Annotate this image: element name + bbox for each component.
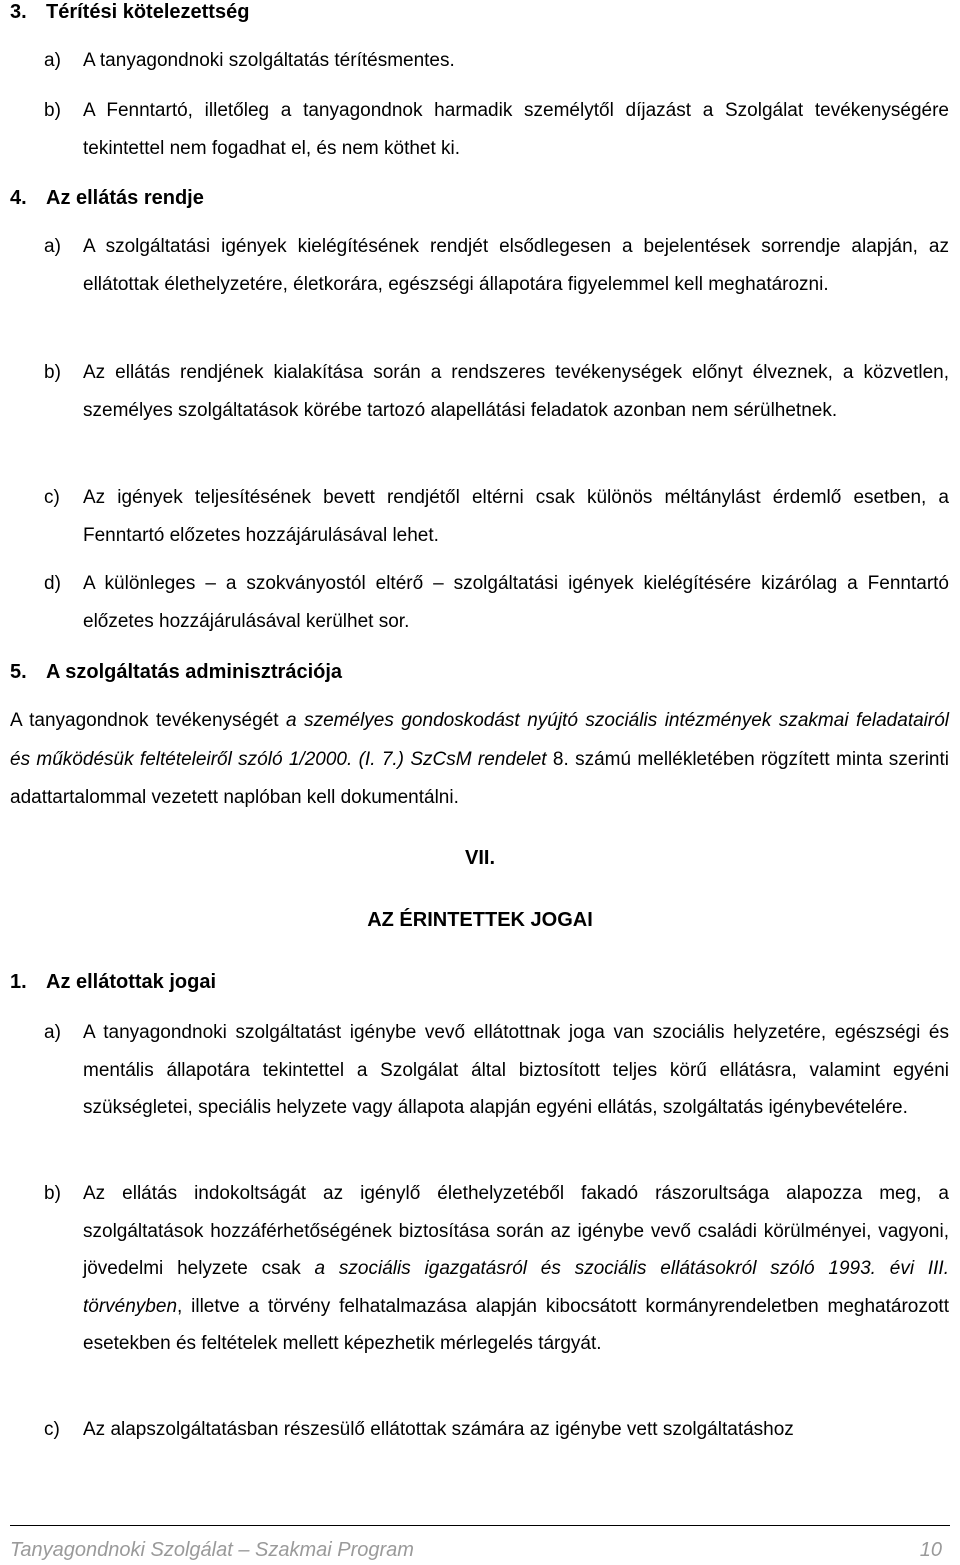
- item-text: , illetve a törvény felhatalmazása alapján kibocsátott kormányrendeletben meghatározott esetekben és feltételek mellett képezhetik mérlegelés tárgyát.: [83, 1295, 949, 1354]
- list-item: [44, 228, 949, 303]
- list-marker: a): [44, 236, 61, 257]
- list-item: [44, 479, 949, 554]
- section-5-heading: [10, 660, 342, 684]
- legal-reference: a személyes gondoskodást nyújtó szociális intézmények szakmai feladatairól és működésük feltételeiről szóló 1/2000. (I. 7.) SzCsM rendelet: [10, 710, 949, 770]
- legal-reference: a szociális igazgatásról és szociális ellátásokról szóló 1993. évi III. törvényben: [83, 1258, 949, 1317]
- paragraph-text: 8. számú mellékletében rögzített minta szerinti adattartalommal vezetett naplóban kell dokumentálni.: [10, 748, 949, 808]
- section-number: 4.: [10, 187, 27, 209]
- list-item: [44, 565, 949, 640]
- footer-divider: [10, 1525, 950, 1526]
- list-item-text: Az ellátás rendjének kialakítása során a rendszeres tevékenységek előnyt élveznek, a közvetlen, személyes szolgáltatások körébe tartozó alapellátási feladatok azonban nem sérülhetnek.: [83, 362, 949, 421]
- list-item-text: Az alapszolgáltatásban részesülő ellátottak számára az igénybe vett szolgáltatáshoz: [83, 1419, 794, 1440]
- list-item-text: A szolgáltatási igények kielégítésének rendjét elsődlegesen a bejelentések sorrendje alapján, az ellátottak élethelyzetére, életkorára, egészségi állapotára figyelemmel kell meghatározni.: [83, 236, 949, 295]
- list-marker: d): [44, 573, 61, 594]
- list-item-text: A tanyagondnoki szolgáltatás térítésmentes.: [83, 50, 455, 71]
- section-title: Az ellátás rendje: [46, 187, 204, 209]
- list-item-text: Az igények teljesítésének bevett rendjétől eltérni csak különös méltánylást érdemlő esetben, a Fenntartó előzetes hozzájárulásával lehet.: [83, 487, 949, 546]
- section-number: 5.: [10, 661, 27, 683]
- list-marker: b): [44, 362, 61, 383]
- section-title: A szolgáltatás adminisztrációja: [46, 661, 343, 683]
- section-1-heading: [10, 970, 216, 994]
- section-4-heading: [10, 186, 204, 210]
- list-item: [44, 42, 949, 80]
- list-marker: c): [44, 1419, 60, 1440]
- list-marker: c): [44, 487, 60, 508]
- list-item-text: [83, 1175, 949, 1363]
- paragraph: [10, 702, 949, 818]
- list-item-text: A Fenntartó, illetőleg a tanyagondnok harmadik személytől díjazást a Szolgálat tevékenységére tekintettel nem fogadhat el, és nem köthet ki.: [83, 100, 949, 159]
- list-item: [44, 354, 949, 429]
- section-3-heading: [10, 0, 249, 24]
- footer-title: Tanyagondnoki Szolgálat – Szakmai Program: [10, 1539, 414, 1561]
- list-item: [44, 1014, 949, 1127]
- list-item: [44, 1411, 949, 1449]
- section-title: Térítési kötelezettség: [46, 1, 250, 23]
- list-marker: a): [44, 1022, 61, 1043]
- section-number: 3.: [10, 1, 27, 23]
- list-marker: b): [44, 1183, 61, 1204]
- list-item: [44, 1175, 949, 1363]
- chapter-number: VII.: [464, 847, 495, 869]
- list-marker: a): [44, 50, 61, 71]
- item-text: Az ellátás indokoltságát az igénylő élethelyzetéből fakadó rászorultsága alapozza meg, a szolgáltatások hozzáférhetőségének biztosítása során az igénybe vevő családi körülményei, vagyoni, jövedelmi helyzete csak: [83, 1183, 949, 1279]
- paragraph-text: A tanyagondnok tevékenységét: [10, 710, 287, 731]
- chapter-title: AZ ÉRINTETTEK JOGAI: [367, 909, 593, 931]
- list-item-text: A tanyagondnoki szolgáltatást igénybe vevő ellátottnak joga van szociális helyzetére, egészségi és mentális állapotára tekintettel a Szolgálat által biztosított teljes körű ellátásra, valamint egyéni szükségletei, speciális helyzete vagy állapota alapján egyéni ellátás, szolgáltatás igénybevételére.: [83, 1022, 949, 1118]
- list-item-text: A különleges – a szokványostól eltérő – szolgáltatási igények kielégítésére kizárólag a Fenntartó előzetes hozzájárulásával kerülhet sor.: [83, 573, 949, 632]
- list-marker: b): [44, 100, 61, 121]
- list-item: [44, 92, 949, 167]
- section-title: Az ellátottak jogai: [46, 971, 217, 993]
- page-number: 10: [919, 1539, 942, 1561]
- section-number: 1.: [10, 971, 27, 993]
